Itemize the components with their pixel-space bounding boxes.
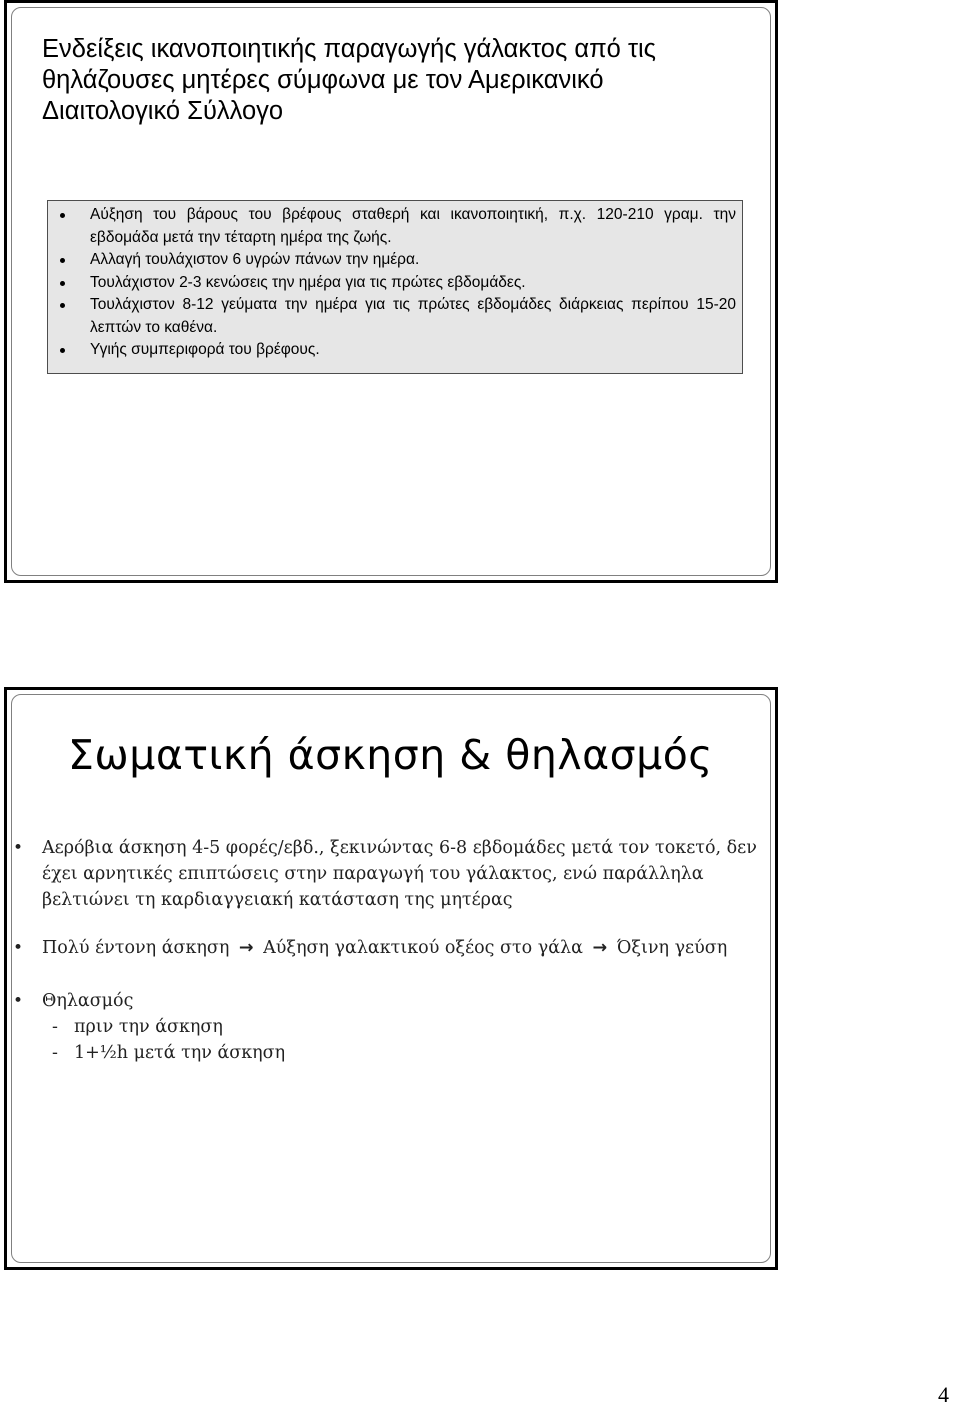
page-number: 4	[938, 1382, 949, 1407]
slide-2-title: Σωματική άσκηση & θηλασμός	[68, 731, 713, 779]
arrow-right-icon: →	[238, 938, 254, 958]
list-item-text: Αύξηση του βάρους του βρέφους σταθερή και ικανοποιητική, π.χ. 120-210 γραμ. την εβδομάδα μετά την τέταρτη ημέρα της ζωής.	[90, 206, 736, 246]
dash-icon: -	[52, 1043, 58, 1063]
list-item-text: Αύξηση γαλακτικού οξέος στο γάλα	[263, 938, 583, 958]
list-item	[48, 249, 742, 272]
list-item-intense-exercise	[12, 935, 772, 961]
list-item-text: Τουλάχιστον 2-3 κενώσεις την ημέρα για τις πρώτες εβδομάδες.	[90, 273, 526, 291]
list-item-aerobic	[12, 835, 772, 913]
slide-1-content	[11, 7, 771, 576]
list-item-text: Πολύ έντονη άσκηση	[42, 938, 230, 958]
dash-icon: -	[52, 1017, 58, 1037]
bullet-icon	[60, 348, 65, 353]
sub-item-text: 1+½h μετά την άσκηση	[74, 1043, 286, 1063]
bullet-icon	[60, 281, 65, 286]
list-item	[48, 339, 742, 362]
sub-item-text: πριν την άσκηση	[74, 1017, 223, 1037]
bullet-icon: •	[13, 938, 24, 958]
list-item-text: Αερόβια άσκηση 4-5 φορές/εβδ., ξεκινώντας 6-8 εβδομάδες μετά τον τοκετό, δεν έχει αρνητικές επιπτώσεις στην παραγωγή του γάλακτος, ενώ παράλληλα βελτιώνει τη καρδιαγγειακή κατάσταση της μητέρας	[42, 838, 757, 910]
list-item-text: Υγιής συμπεριφορά του βρέφους.	[90, 341, 320, 358]
bullet-icon	[60, 258, 65, 263]
slide-2	[4, 687, 778, 1270]
exercise-list	[12, 835, 772, 1066]
bullet-icon	[60, 213, 65, 218]
bullet-icon: •	[13, 838, 24, 858]
list-item-text: Αλλαγή τουλάχιστον 6 υγρών πάνων την ημέρα.	[90, 251, 420, 268]
list-item	[48, 272, 742, 295]
list-item	[48, 204, 742, 249]
list-item	[48, 294, 742, 339]
arrow-right-icon: →	[592, 938, 608, 958]
sub-item	[42, 1014, 772, 1040]
list-item-text: Τουλάχιστον 8-12 γεύματα την ημέρα για τις πρώτες εβδομάδες διάρκειας περίπου 15-20 λεπτών το καθένα.	[90, 296, 736, 336]
indicators-list	[48, 204, 742, 362]
list-item-heading: Θηλασμός	[42, 991, 134, 1011]
bullet-icon: •	[13, 991, 24, 1011]
bullet-icon	[60, 303, 65, 308]
indicators-box	[47, 200, 743, 374]
list-item-text: Όξινη γεύση	[616, 938, 728, 958]
slide-1	[4, 0, 778, 583]
slide-2-content	[11, 694, 771, 1263]
sub-item	[42, 1040, 772, 1066]
slide-1-title: Ενδείξεις ικανοποιητικής παραγωγής γάλακτος από τις θηλάζουσες μητέρες σύμφωνα με τον Αμερικανικό Διαιτολογικό Σύλλογο	[42, 35, 656, 125]
list-item-breastfeeding	[12, 988, 772, 1066]
